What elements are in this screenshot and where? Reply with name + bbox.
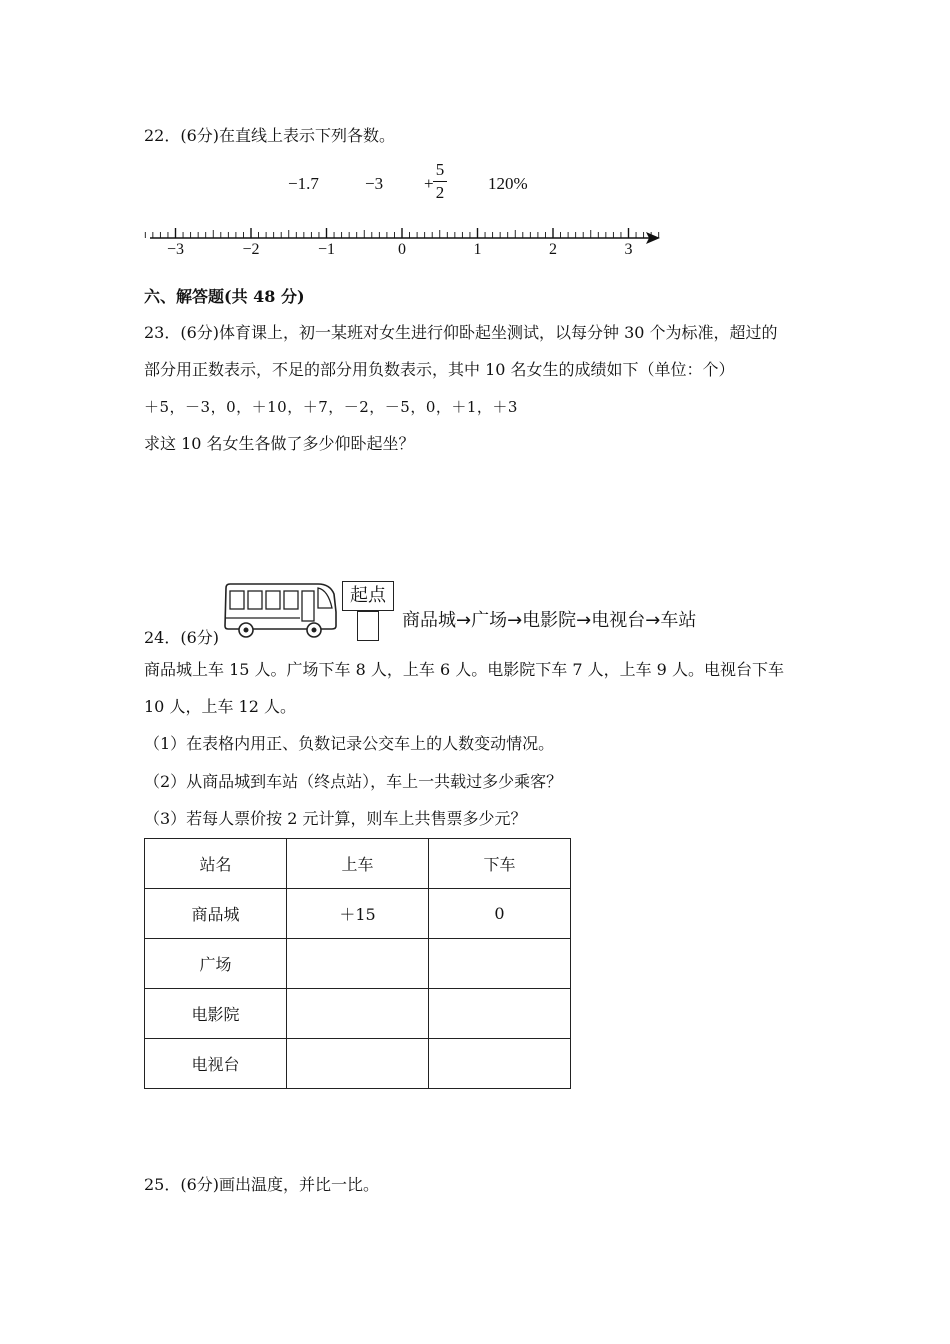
- number-fraction: [432, 160, 448, 203]
- axis-tick-label: 1: [473, 241, 482, 258]
- table-row: [145, 889, 571, 939]
- axis-tick-label: −2: [242, 241, 260, 258]
- fraction-numerator: 5: [435, 160, 445, 179]
- q24-sub-1: （1）在表格内用正、负数记录公交车上的人数变动情况。: [144, 734, 555, 753]
- q24-label: 24．(6分): [144, 628, 220, 647]
- section-title: 六、解答题(共 48 分): [144, 287, 305, 306]
- table-row: [145, 989, 571, 1039]
- passenger-table: [144, 838, 571, 1089]
- table-cell-station: 电视台: [145, 1039, 287, 1089]
- table-cell-station: 广场: [145, 939, 287, 989]
- table-row: [145, 1039, 571, 1089]
- table-header-cell: 站名: [145, 839, 287, 889]
- table-header-cell: 上车: [287, 839, 429, 889]
- table-cell-station: 电影院: [145, 989, 287, 1039]
- fraction-denominator: 2: [435, 183, 445, 202]
- table-cell-on[interactable]: [287, 989, 429, 1039]
- bus-icon: [222, 582, 340, 638]
- table-header-cell: 下车: [429, 839, 571, 889]
- number-fraction-sign: +: [424, 174, 434, 193]
- q22-label: 22．(6分)在直线上表示下列各数。: [144, 126, 396, 145]
- table-cell-on[interactable]: [287, 1039, 429, 1089]
- table-cell-off[interactable]: [429, 989, 571, 1039]
- number-neg-3: −3: [365, 174, 384, 193]
- table-cell-off[interactable]: [429, 1039, 571, 1089]
- axis-tick-label: 2: [549, 241, 557, 258]
- table-row: [145, 939, 571, 989]
- fraction-bar: [433, 181, 447, 182]
- number-120-percent: 120%: [488, 174, 528, 193]
- table-header-row: [145, 839, 571, 889]
- axis-tick-label: −1: [317, 241, 336, 258]
- bus-route: 商品城→广场→电影院→电视台→车站: [402, 610, 697, 631]
- q24-sub-3: （3）若每人票价按 2 元计算，则车上共售票多少元？: [144, 809, 527, 828]
- q24-line-2: 10 人，上车 12 人。: [144, 697, 296, 716]
- q25-label: 25．(6分)画出温度，并比一比。: [144, 1175, 380, 1194]
- number-neg-1-7: −1.7: [288, 174, 319, 193]
- q24-line-1: 商品城上车 15 人。广场下车 8 人，上车 6 人。电影院下车 7 人，上车 9 人。电视台下车: [144, 660, 784, 679]
- table-cell-on: ＋15: [287, 889, 429, 939]
- start-sign: 起点: [342, 581, 394, 611]
- table-cell-off[interactable]: [429, 939, 571, 989]
- start-sign-post: [357, 611, 379, 641]
- table-cell-off: 0: [429, 889, 571, 939]
- q23-scores: ＋5，－3，0，＋10，＋7，－2，－5，0，＋1，＋3: [144, 398, 518, 416]
- axis-tick-label: 0: [398, 241, 406, 258]
- number-line-labels: [167, 241, 633, 258]
- axis-tick-label: −3: [166, 241, 185, 258]
- number-line-ticks: [145, 228, 658, 238]
- table-cell-station: 商品城: [145, 889, 287, 939]
- q23-line-1: 23．(6分)体育课上，初一某班对女生进行仰卧起坐测试，以每分钟 30 个为标准，超过的: [144, 323, 778, 342]
- axis-tick-label: 3: [624, 241, 633, 258]
- table-cell-on[interactable]: [287, 939, 429, 989]
- q24-sub-2: （2）从商品城到车站（终点站），车上一共载过多少乘客？: [144, 772, 563, 791]
- q23-question: 求这 10 名女生各做了多少仰卧起坐？: [144, 434, 415, 453]
- number-line: [140, 220, 670, 260]
- q23-line-2: 部分用正数表示，不足的部分用负数表示，其中 10 名女生的成绩如下（单位：个）: [144, 360, 735, 379]
